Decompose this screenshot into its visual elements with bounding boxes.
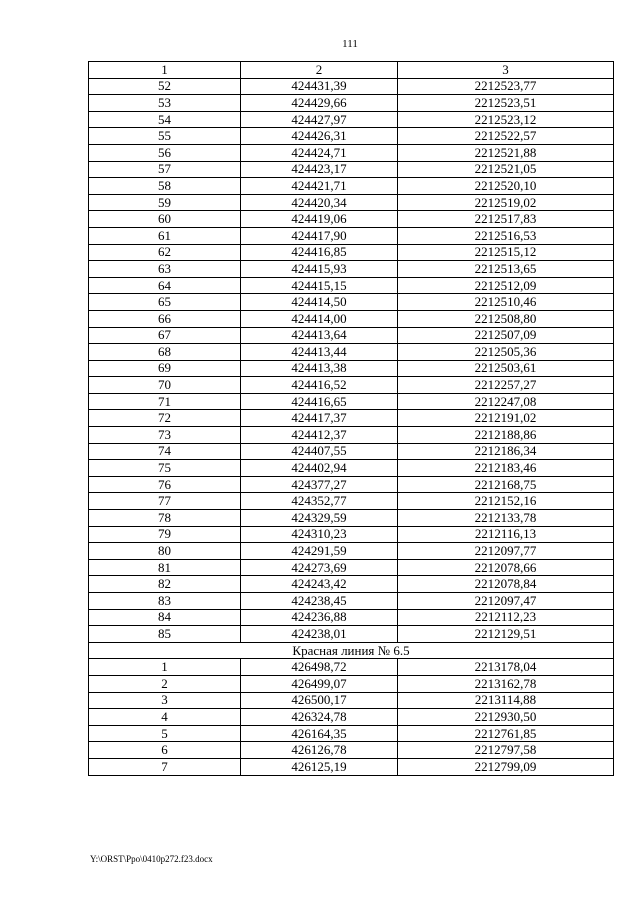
y-coordinate-cell: 2212761,85 <box>398 725 614 742</box>
y-coordinate-cell: 2212133,78 <box>398 510 614 527</box>
y-coordinate-cell: 2212097,77 <box>398 543 614 560</box>
x-coordinate-cell: 424407,55 <box>241 443 398 460</box>
x-coordinate-cell: 424238,45 <box>241 593 398 610</box>
table-row <box>89 277 614 294</box>
x-coordinate-cell: 424429,66 <box>241 95 398 112</box>
x-coordinate-cell: 424414,00 <box>241 310 398 327</box>
table-row <box>89 443 614 460</box>
y-coordinate-cell: 2212188,86 <box>398 427 614 444</box>
table-row <box>89 510 614 527</box>
y-coordinate-cell: 2212523,12 <box>398 111 614 128</box>
point-number-cell: 62 <box>89 244 241 261</box>
y-coordinate-cell: 2213162,78 <box>398 675 614 692</box>
table-row <box>89 227 614 244</box>
point-number-cell: 81 <box>89 559 241 576</box>
y-coordinate-cell: 2212078,66 <box>398 559 614 576</box>
point-number-cell: 2 <box>89 675 241 692</box>
x-coordinate-cell: 424413,38 <box>241 360 398 377</box>
table-row <box>89 377 614 394</box>
y-coordinate-cell: 2212519,02 <box>398 194 614 211</box>
y-coordinate-cell: 2212507,09 <box>398 327 614 344</box>
table-row <box>89 692 614 709</box>
table-row <box>89 211 614 228</box>
column-header-1: 1 <box>89 62 241 79</box>
x-coordinate-cell: 424426,31 <box>241 128 398 145</box>
table-row <box>89 327 614 344</box>
point-number-cell: 59 <box>89 194 241 211</box>
point-number-cell: 58 <box>89 178 241 195</box>
point-number-cell: 78 <box>89 510 241 527</box>
point-number-cell: 72 <box>89 410 241 427</box>
table-row <box>89 111 614 128</box>
table-row <box>89 261 614 278</box>
x-coordinate-cell: 424413,64 <box>241 327 398 344</box>
point-number-cell: 84 <box>89 609 241 626</box>
y-coordinate-cell: 2212186,34 <box>398 443 614 460</box>
y-coordinate-cell: 2212799,09 <box>398 758 614 775</box>
point-number-cell: 83 <box>89 593 241 610</box>
table-row <box>89 675 614 692</box>
x-coordinate-cell: 424414,50 <box>241 294 398 311</box>
x-coordinate-cell: 424419,06 <box>241 211 398 228</box>
y-coordinate-cell: 2212520,10 <box>398 178 614 195</box>
y-coordinate-cell: 2212512,09 <box>398 277 614 294</box>
x-coordinate-cell: 424310,23 <box>241 526 398 543</box>
x-coordinate-cell: 424416,65 <box>241 393 398 410</box>
y-coordinate-cell: 2212523,51 <box>398 95 614 112</box>
x-coordinate-cell: 424420,34 <box>241 194 398 211</box>
table-row <box>89 78 614 95</box>
y-coordinate-cell: 2212510,46 <box>398 294 614 311</box>
y-coordinate-cell: 2212505,36 <box>398 344 614 361</box>
table-row <box>89 526 614 543</box>
y-coordinate-cell: 2212516,53 <box>398 227 614 244</box>
y-coordinate-cell: 2212168,75 <box>398 476 614 493</box>
x-coordinate-cell: 426125,19 <box>241 758 398 775</box>
coordinates-table <box>88 61 614 776</box>
column-header-2: 2 <box>241 62 398 79</box>
y-coordinate-cell: 2212129,51 <box>398 626 614 643</box>
y-coordinate-cell: 2213178,04 <box>398 659 614 676</box>
x-coordinate-cell: 426324,78 <box>241 709 398 726</box>
x-coordinate-cell: 424329,59 <box>241 510 398 527</box>
point-number-cell: 64 <box>89 277 241 294</box>
point-number-cell: 61 <box>89 227 241 244</box>
x-coordinate-cell: 424424,71 <box>241 144 398 161</box>
table-row <box>89 178 614 195</box>
x-coordinate-cell: 424402,94 <box>241 460 398 477</box>
x-coordinate-cell: 426499,07 <box>241 675 398 692</box>
point-number-cell: 79 <box>89 526 241 543</box>
x-coordinate-cell: 424238,01 <box>241 626 398 643</box>
table-row <box>89 576 614 593</box>
y-coordinate-cell: 2212503,61 <box>398 360 614 377</box>
table-row <box>89 244 614 261</box>
table-row <box>89 460 614 477</box>
x-coordinate-cell: 426500,17 <box>241 692 398 709</box>
point-number-cell: 67 <box>89 327 241 344</box>
y-coordinate-cell: 2212517,83 <box>398 211 614 228</box>
table-row <box>89 410 614 427</box>
point-number-cell: 53 <box>89 95 241 112</box>
table-row <box>89 360 614 377</box>
table-row <box>89 659 614 676</box>
table-row <box>89 476 614 493</box>
x-coordinate-cell: 424352,77 <box>241 493 398 510</box>
table-header-row <box>89 62 614 79</box>
y-coordinate-cell: 2212112,23 <box>398 609 614 626</box>
y-coordinate-cell: 2212257,27 <box>398 377 614 394</box>
point-number-cell: 3 <box>89 692 241 709</box>
x-coordinate-cell: 424236,88 <box>241 609 398 626</box>
point-number-cell: 1 <box>89 659 241 676</box>
table-row <box>89 709 614 726</box>
point-number-cell: 68 <box>89 344 241 361</box>
y-coordinate-cell: 2212521,88 <box>398 144 614 161</box>
table-row <box>89 310 614 327</box>
x-coordinate-cell: 424243,42 <box>241 576 398 593</box>
point-number-cell: 65 <box>89 294 241 311</box>
point-number-cell: 7 <box>89 758 241 775</box>
point-number-cell: 76 <box>89 476 241 493</box>
point-number-cell: 5 <box>89 725 241 742</box>
point-number-cell: 52 <box>89 78 241 95</box>
coordinates-table-body <box>89 62 614 776</box>
y-coordinate-cell: 2212521,05 <box>398 161 614 178</box>
x-coordinate-cell: 424415,15 <box>241 277 398 294</box>
x-coordinate-cell: 424421,71 <box>241 178 398 195</box>
table-row <box>89 758 614 775</box>
y-coordinate-cell: 2212078,84 <box>398 576 614 593</box>
x-coordinate-cell: 426126,78 <box>241 742 398 759</box>
point-number-cell: 74 <box>89 443 241 460</box>
x-coordinate-cell: 424423,17 <box>241 161 398 178</box>
point-number-cell: 66 <box>89 310 241 327</box>
table-row <box>89 593 614 610</box>
table-row <box>89 144 614 161</box>
y-coordinate-cell: 2212515,12 <box>398 244 614 261</box>
table-row <box>89 626 614 643</box>
x-coordinate-cell: 424415,93 <box>241 261 398 278</box>
x-coordinate-cell: 424427,97 <box>241 111 398 128</box>
page-number: 111 <box>342 38 358 50</box>
point-number-cell: 75 <box>89 460 241 477</box>
y-coordinate-cell: 2212797,58 <box>398 742 614 759</box>
table-row <box>89 95 614 112</box>
x-coordinate-cell: 424412,37 <box>241 427 398 444</box>
y-coordinate-cell: 2212183,46 <box>398 460 614 477</box>
footer-file-path: Y:\ORST\Ppo\0410p272.f23.docx <box>90 854 213 864</box>
table-row <box>89 393 614 410</box>
table-row <box>89 493 614 510</box>
column-header-3: 3 <box>398 62 614 79</box>
y-coordinate-cell: 2212247,08 <box>398 393 614 410</box>
point-number-cell: 73 <box>89 427 241 444</box>
point-number-cell: 85 <box>89 626 241 643</box>
y-coordinate-cell: 2212116,13 <box>398 526 614 543</box>
x-coordinate-cell: 424431,39 <box>241 78 398 95</box>
point-number-cell: 63 <box>89 261 241 278</box>
y-coordinate-cell: 2212522,57 <box>398 128 614 145</box>
table-row <box>89 294 614 311</box>
table-row <box>89 742 614 759</box>
point-number-cell: 4 <box>89 709 241 726</box>
section-title: Красная линия № 6.5 <box>89 642 614 659</box>
table-row <box>89 725 614 742</box>
x-coordinate-cell: 424417,37 <box>241 410 398 427</box>
x-coordinate-cell: 424416,52 <box>241 377 398 394</box>
point-number-cell: 77 <box>89 493 241 510</box>
point-number-cell: 56 <box>89 144 241 161</box>
x-coordinate-cell: 424413,44 <box>241 344 398 361</box>
y-coordinate-cell: 2212097,47 <box>398 593 614 610</box>
y-coordinate-cell: 2212513,65 <box>398 261 614 278</box>
point-number-cell: 80 <box>89 543 241 560</box>
point-number-cell: 54 <box>89 111 241 128</box>
x-coordinate-cell: 424417,90 <box>241 227 398 244</box>
table-row <box>89 128 614 145</box>
x-coordinate-cell: 426498,72 <box>241 659 398 676</box>
x-coordinate-cell: 424377,27 <box>241 476 398 493</box>
y-coordinate-cell: 2212191,02 <box>398 410 614 427</box>
x-coordinate-cell: 424291,59 <box>241 543 398 560</box>
table-row <box>89 543 614 560</box>
section-title-row <box>89 642 614 659</box>
x-coordinate-cell: 424416,85 <box>241 244 398 261</box>
point-number-cell: 82 <box>89 576 241 593</box>
point-number-cell: 71 <box>89 393 241 410</box>
x-coordinate-cell: 426164,35 <box>241 725 398 742</box>
point-number-cell: 55 <box>89 128 241 145</box>
y-coordinate-cell: 2212152,16 <box>398 493 614 510</box>
point-number-cell: 70 <box>89 377 241 394</box>
table-row <box>89 194 614 211</box>
point-number-cell: 6 <box>89 742 241 759</box>
table-row <box>89 161 614 178</box>
point-number-cell: 60 <box>89 211 241 228</box>
y-coordinate-cell: 2212523,77 <box>398 78 614 95</box>
point-number-cell: 57 <box>89 161 241 178</box>
table-row <box>89 427 614 444</box>
table-row <box>89 559 614 576</box>
table-row <box>89 609 614 626</box>
x-coordinate-cell: 424273,69 <box>241 559 398 576</box>
table-row <box>89 344 614 361</box>
y-coordinate-cell: 2212930,50 <box>398 709 614 726</box>
y-coordinate-cell: 2212508,80 <box>398 310 614 327</box>
point-number-cell: 69 <box>89 360 241 377</box>
y-coordinate-cell: 2213114,88 <box>398 692 614 709</box>
